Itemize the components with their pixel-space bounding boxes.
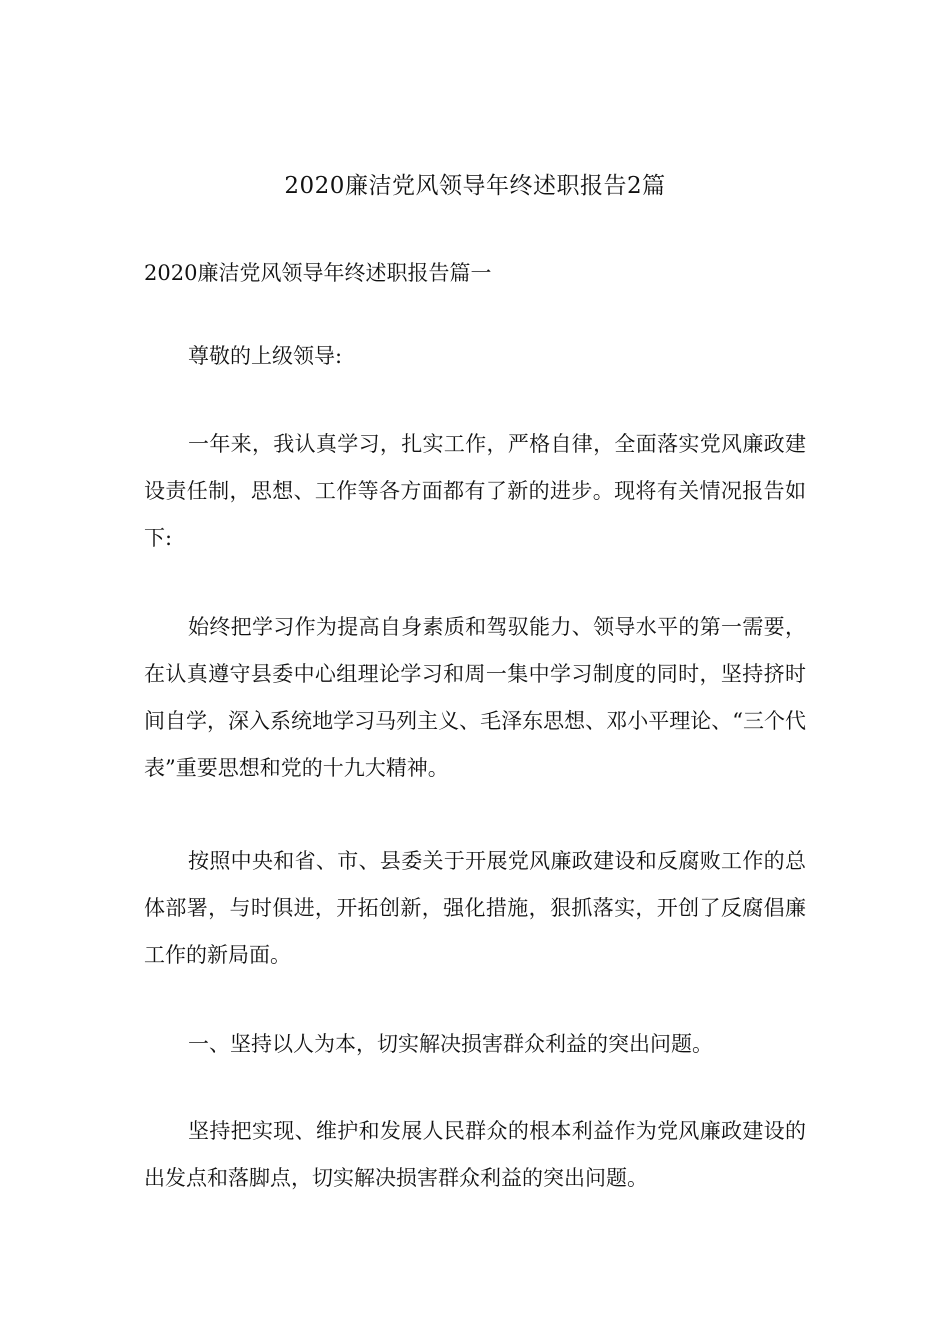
paragraph-people-interest: 坚持把实现、维护和发展人民群众的根本利益作为党风廉政建设的出发点和落脚点，切实解决损害群众利益的突出问题。 [144,1119,806,1190]
section-point-one: 一、坚持以人为本，切实解决损害群众利益的突出问题。 [188,1032,713,1056]
section-heading: 2020廉洁党风领导年终述职报告篇一 [144,261,492,285]
paragraph-deployment: 按照中央和省、市、县委关于开展党风廉政建设和反腐败工作的总体部署，与时俱进，开拓创新，强化措施，狠抓落实，开创了反腐倡廉工作的新局面。 [144,849,806,967]
paragraph-intro: 一年来，我认真学习，扎实工作，严格自律，全面落实党风廉政建设责任制，思想、工作等各方面都有了新的进步。现将有关情况报告如下: [144,432,806,550]
paragraph-study: 始终把学习作为提高自身素质和驾驭能力、领导水平的第一需要，在认真遵守县委中心组理论学习和周一集中学习制度的同时，坚持挤时间自学，深入系统地学习马列主义、毛泽东思想、邓小平理论、“三个代表”重要思想和党的十九大精神。 [144,615,806,780]
salutation: 尊敬的上级领导: [188,344,343,368]
document-title: 2020廉洁党风领导年终述职报告2篇 [284,173,666,199]
